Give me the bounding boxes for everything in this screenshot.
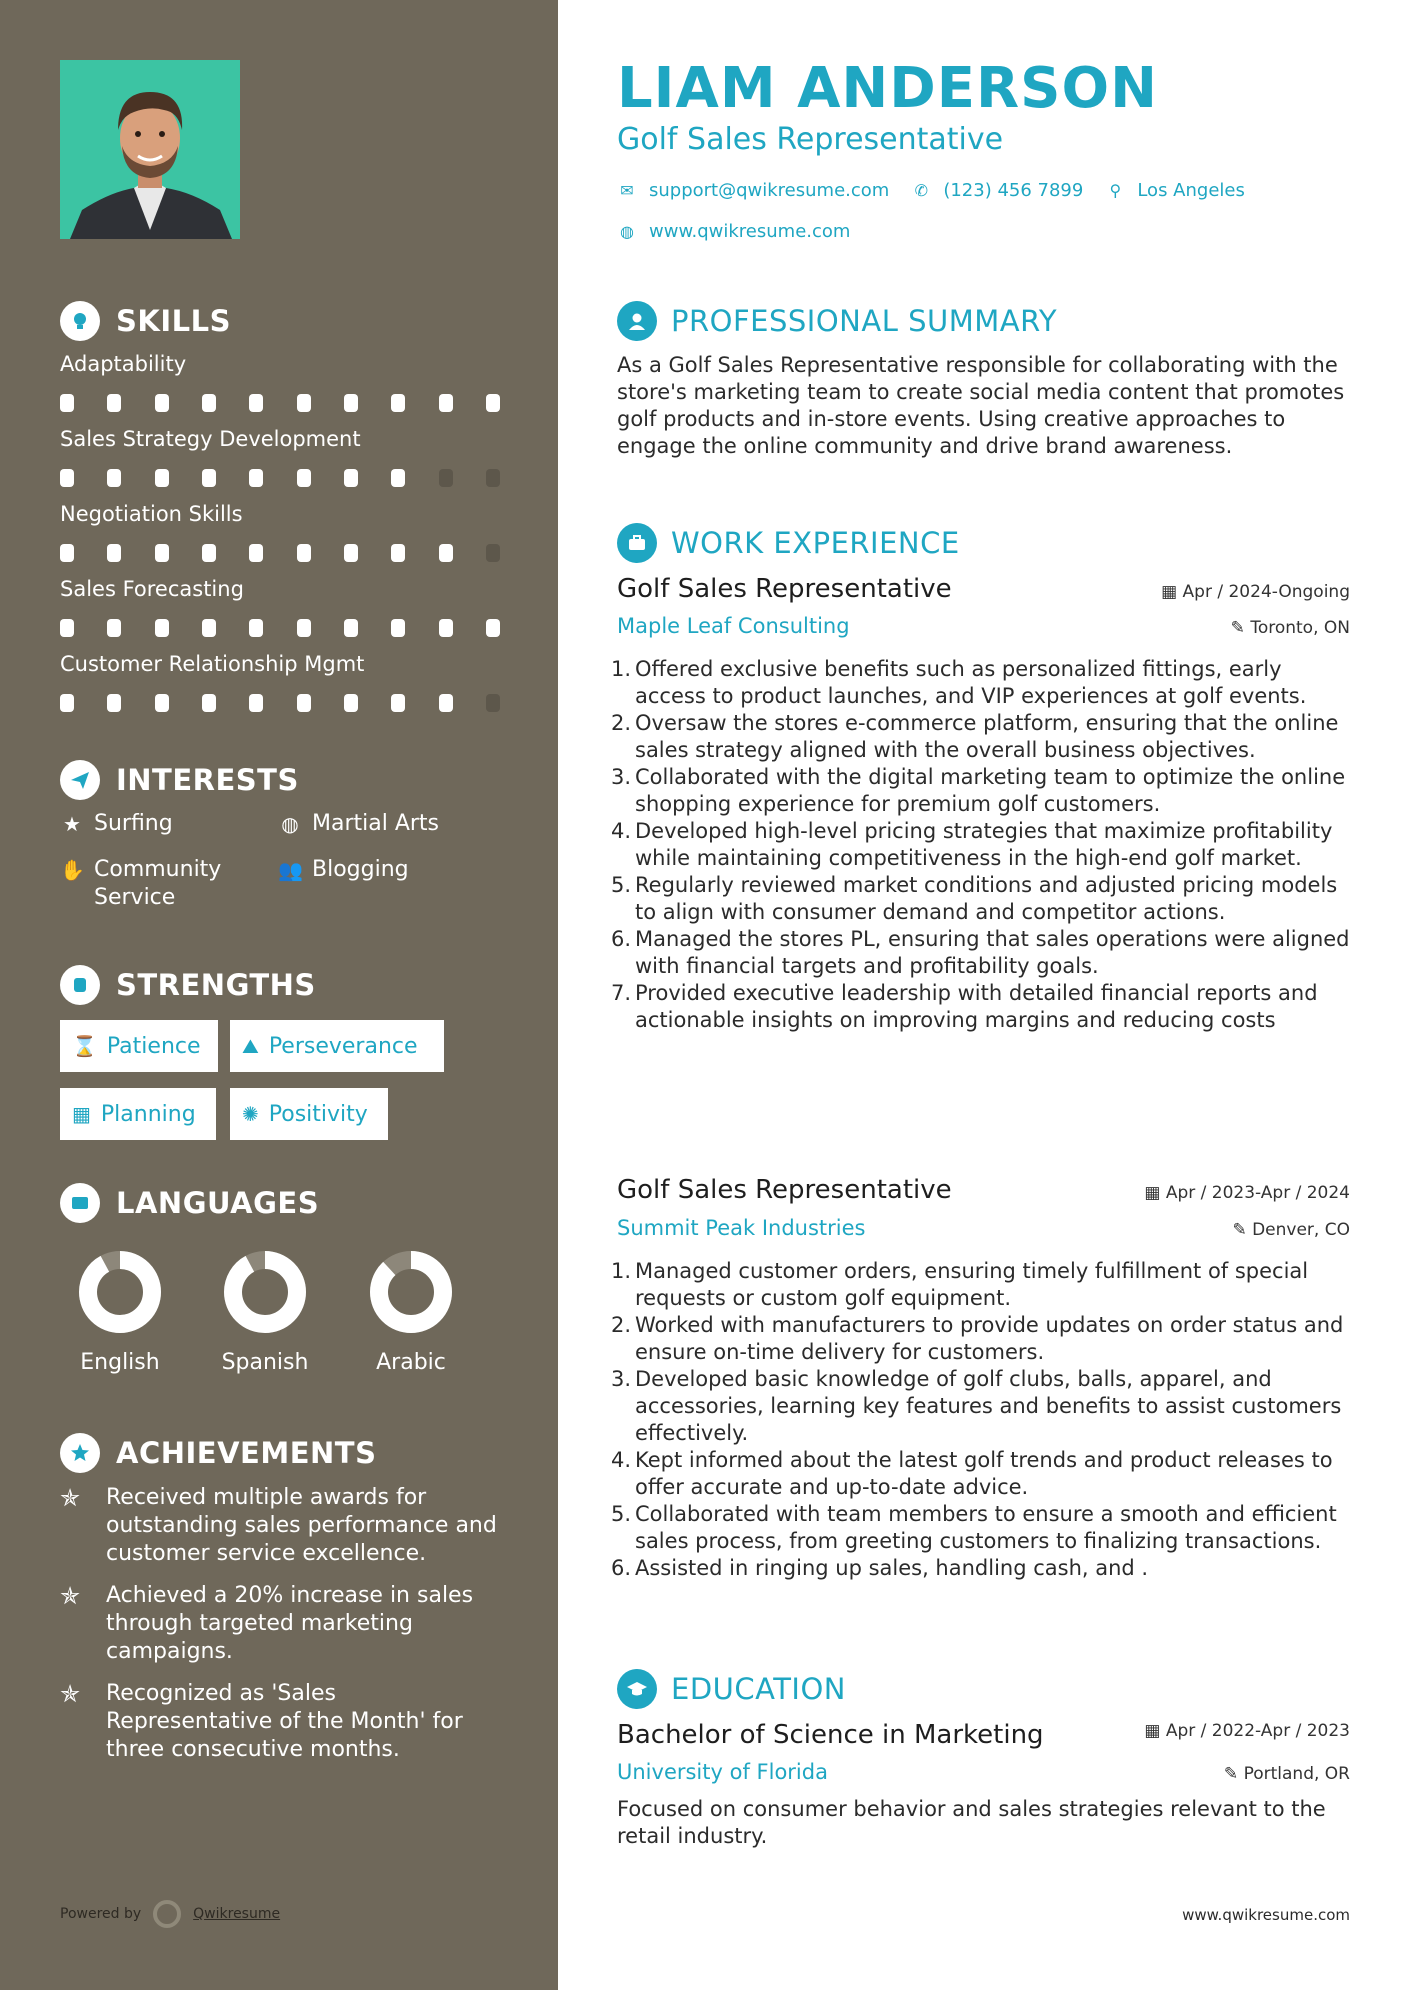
achievement-item: ✯ Achieved a 20% increase in sales through targeted marketing campaigns. xyxy=(60,1582,474,1664)
rating-dot xyxy=(344,694,358,712)
map-marker-icon: ⚲ xyxy=(1109,181,1122,200)
candidate-name: LIAM ANDERSON xyxy=(617,56,1158,121)
strength-chip: ✺ Positivity xyxy=(230,1088,388,1140)
rating-dot xyxy=(391,619,405,637)
location-text: Los Angeles xyxy=(1137,180,1245,201)
spinner-icon: ✺ xyxy=(242,1102,259,1126)
pin-icon: ✎ xyxy=(1232,1220,1253,1240)
rating-dot xyxy=(60,469,74,487)
skill-item xyxy=(60,352,500,412)
language-label: Arabic xyxy=(376,1350,446,1375)
award-icon xyxy=(60,1433,100,1473)
education-date: ▦ Apr / 2022-Apr / 2023 xyxy=(1144,1721,1350,1741)
profile-photo xyxy=(60,60,240,239)
job-date: ▦ Apr / 2023-Apr / 2024 xyxy=(1144,1183,1350,1203)
phone-icon: ✆ xyxy=(914,181,929,200)
rating-dot xyxy=(107,544,121,562)
sidebar xyxy=(0,0,558,1990)
qwikresume-logo-icon xyxy=(153,1900,181,1928)
brand-link[interactable]: Qwikresume xyxy=(193,1906,281,1922)
rating-dot xyxy=(155,619,169,637)
achievements-heading xyxy=(60,1433,376,1473)
interest-item: ★ Surfing xyxy=(60,810,173,838)
strength-chip: ⌛ Patience xyxy=(60,1020,218,1072)
rating-dot xyxy=(391,394,405,412)
rating-dot xyxy=(439,544,453,562)
candidate-role: Golf Sales Representative xyxy=(617,122,1004,157)
rating-dot xyxy=(202,469,216,487)
rating-dot xyxy=(249,544,263,562)
rating-dot xyxy=(155,694,169,712)
job-bullet: 2. Worked with manufacturers to provide updates on order status and ensure on-time delivery for customers. xyxy=(611,1313,1344,1364)
globe-icon: ◍ xyxy=(620,222,634,241)
language-icon xyxy=(60,1183,100,1223)
hand-icon: ✋ xyxy=(60,858,85,882)
rating-dot xyxy=(391,694,405,712)
achievement-item: ✯ Recognized as 'Sales Representative of the Month' for three consecutive months. xyxy=(60,1680,463,1762)
skill-item xyxy=(60,577,500,637)
star-icon: ★ xyxy=(63,812,81,836)
language-label: English xyxy=(80,1350,160,1375)
rating-dot xyxy=(439,394,453,412)
users-icon: 👥 xyxy=(278,858,303,882)
rating-dot xyxy=(202,394,216,412)
globe-icon: ◍ xyxy=(281,812,299,836)
rating-dot xyxy=(107,619,121,637)
rating-dot xyxy=(155,469,169,487)
rating-dot xyxy=(297,544,311,562)
rating-dot xyxy=(60,619,74,637)
rating-dot xyxy=(107,694,121,712)
calendar-icon: ▦ xyxy=(1144,1183,1166,1203)
envelope-icon: ✉ xyxy=(620,181,634,200)
summary-heading xyxy=(617,301,1057,341)
rating-dot xyxy=(297,394,311,412)
rating-dot xyxy=(107,469,121,487)
skill-item xyxy=(60,652,500,712)
job-bullet: 1. Offered exclusive benefits such as personalized fittings, early access to product launches, and VIP experiences at golf events. xyxy=(611,657,1307,708)
education-heading xyxy=(617,1669,846,1709)
rating-dot xyxy=(60,394,74,412)
skills-title: SKILLS xyxy=(116,304,231,338)
skill-rating xyxy=(60,394,500,412)
language-gauge xyxy=(223,1250,307,1334)
skills-heading xyxy=(60,301,231,341)
summary-title: PROFESSIONAL SUMMARY xyxy=(671,304,1058,338)
rating-dot xyxy=(60,544,74,562)
achievements-title: ACHIEVEMENTS xyxy=(116,1436,377,1470)
rating-dot xyxy=(249,469,263,487)
strength-chip: ▦ Planning xyxy=(60,1088,216,1140)
shooting-star-icon: ✯ xyxy=(60,1582,81,1610)
gauge-fill xyxy=(379,1260,443,1324)
education-location: ✎ Portland, OR xyxy=(1223,1764,1350,1784)
rating-dot xyxy=(439,469,453,487)
skill-label: Sales Strategy Development xyxy=(60,427,361,451)
email-link[interactable]: support@qwikresume.com xyxy=(649,180,890,201)
graduation-cap-icon xyxy=(617,1669,657,1709)
skill-rating xyxy=(60,469,500,487)
interests-title: INTERESTS xyxy=(116,763,299,797)
rating-dot xyxy=(202,694,216,712)
summary-text: As a Golf Sales Representative responsible for collaborating with the store's marketing team to create social media content that promotes golf products and in-store events. Using creative approaches to engage the online community and drive brand awareness. xyxy=(617,353,1345,458)
paper-plane-icon xyxy=(60,760,100,800)
job-bullet: 5. Collaborated with team members to ensure a smooth and efficient sales process, from greeting customers to finalizing transactions. xyxy=(611,1502,1337,1553)
job-bullet: 4. Kept informed about the latest golf trends and product releases to offer accurate and up-to-date advice. xyxy=(611,1448,1333,1499)
fist-icon xyxy=(60,965,100,1005)
rating-dot xyxy=(297,619,311,637)
skill-label: Sales Forecasting xyxy=(60,577,244,601)
skill-item xyxy=(60,502,500,562)
rating-dot xyxy=(439,694,453,712)
job-bullets xyxy=(611,1258,1350,1582)
rating-dot xyxy=(155,394,169,412)
rating-dot xyxy=(297,694,311,712)
rating-dot xyxy=(155,544,169,562)
hourglass-icon: ⌛ xyxy=(72,1034,97,1058)
skill-rating xyxy=(60,544,500,562)
experience-heading xyxy=(617,523,960,563)
interest-item: ✋ Community Service xyxy=(60,857,222,910)
job-date: ▦ Apr / 2024-Ongoing xyxy=(1161,582,1350,602)
job-bullet: 2. Oversaw the stores e-commerce platform, ensuring that the online sales strategy aligned with the overall business objectives. xyxy=(611,711,1339,762)
phone-text: (123) 456 7899 xyxy=(943,180,1084,201)
skill-rating xyxy=(60,694,500,712)
job-bullet: 5. Regularly reviewed market conditions and adjusted pricing models to align with consumer demand and competitor actions. xyxy=(611,873,1338,924)
rating-dot xyxy=(344,619,358,637)
education-title: EDUCATION xyxy=(671,1672,847,1706)
language-gauge xyxy=(78,1250,162,1334)
rating-dot xyxy=(344,544,358,562)
calendar-icon: ▦ xyxy=(1161,582,1183,602)
interest-item: 👥 Blogging xyxy=(278,857,409,882)
contact-row xyxy=(617,180,1245,201)
road-icon: ⛰ xyxy=(242,1034,259,1058)
job-bullet: 6. Assisted in ringing up sales, handling cash, and . xyxy=(611,1556,1149,1580)
gauge-fill xyxy=(88,1260,152,1324)
school-name: University of Florida xyxy=(617,1760,828,1784)
job-bullet: 3. Collaborated with the digital marketing team to optimize the online shopping experience for premium golf customers. xyxy=(611,765,1346,816)
gauge-fill xyxy=(233,1260,297,1324)
language-item xyxy=(50,1250,190,1375)
education-description: Focused on consumer behavior and sales strategies relevant to the retail industry. xyxy=(617,1797,1326,1848)
job-location: ✎ Denver, CO xyxy=(1232,1220,1350,1240)
skill-label: Adaptability xyxy=(60,352,187,376)
rating-dot xyxy=(60,694,74,712)
job-bullet: 6. Managed the stores PL, ensuring that sales operations were aligned with financial targets and profitability goals. xyxy=(611,927,1350,978)
rating-dot xyxy=(391,544,405,562)
job-company: Summit Peak Industries xyxy=(617,1216,866,1240)
website-link[interactable]: www.qwikresume.com xyxy=(649,221,851,242)
job-bullet: 7. Provided executive leadership with detailed financial reports and actionable insights on improving margins and reducing costs xyxy=(611,981,1318,1032)
rating-dot xyxy=(486,469,500,487)
job-bullet: 1. Managed customer orders, ensuring timely fulfillment of special requests or custom golf equipment. xyxy=(611,1259,1309,1310)
interests-heading xyxy=(60,760,299,800)
lightbulb-icon xyxy=(60,301,100,341)
strength-chip: ⛰ Perseverance xyxy=(230,1020,444,1072)
user-icon xyxy=(617,301,657,341)
skill-item xyxy=(60,427,500,487)
powered-by: Powered by Qwikresume xyxy=(60,1900,280,1928)
rating-dot xyxy=(249,694,263,712)
pin-icon: ✎ xyxy=(1223,1764,1244,1784)
rating-dot xyxy=(297,469,311,487)
rating-dot xyxy=(202,544,216,562)
rating-dot xyxy=(107,394,121,412)
skill-label: Negotiation Skills xyxy=(60,502,243,526)
rating-dot xyxy=(486,544,500,562)
job-bullets xyxy=(611,656,1350,1034)
job-title: Golf Sales Representative xyxy=(617,1175,952,1205)
calendar-icon: ▦ xyxy=(1144,1721,1166,1741)
rating-dot xyxy=(486,619,500,637)
languages-heading xyxy=(60,1183,319,1223)
pin-icon: ✎ xyxy=(1230,618,1251,638)
job-bullet: 3. Developed basic knowledge of golf clubs, balls, apparel, and accessories, learning key features and benefits to assist customers effectively. xyxy=(611,1367,1342,1445)
language-item xyxy=(195,1250,335,1375)
degree-title: Bachelor of Science in Marketing xyxy=(617,1720,1044,1750)
job-title: Golf Sales Representative xyxy=(617,574,952,604)
job-bullet: 4. Developed high-level pricing strategies that maximize profitability while maintaining competitiveness in the high-end golf market. xyxy=(611,819,1333,870)
shooting-star-icon: ✯ xyxy=(60,1680,81,1708)
job-location: ✎ Toronto, ON xyxy=(1230,618,1350,638)
rating-dot xyxy=(249,619,263,637)
interest-item: ◍ Martial Arts xyxy=(278,810,439,838)
achievement-item: ✯ Received multiple awards for outstanding sales performance and customer service excellence. xyxy=(60,1484,497,1566)
rating-dot xyxy=(486,394,500,412)
skill-label: Customer Relationship Mgmt xyxy=(60,652,365,676)
strengths-title: STRENGTHS xyxy=(116,968,316,1002)
rating-dot xyxy=(344,469,358,487)
footer-website[interactable]: www.qwikresume.com xyxy=(1182,1906,1350,1924)
language-label: Spanish xyxy=(221,1350,309,1375)
rating-dot xyxy=(249,394,263,412)
website-row xyxy=(617,221,850,242)
skill-rating xyxy=(60,619,500,637)
languages-title: LANGUAGES xyxy=(116,1186,320,1220)
calendar-icon: ▦ xyxy=(72,1102,91,1126)
rating-dot xyxy=(439,619,453,637)
rating-dot xyxy=(486,694,500,712)
rating-dot xyxy=(344,394,358,412)
language-item xyxy=(341,1250,481,1375)
rating-dot xyxy=(391,469,405,487)
shooting-star-icon: ✯ xyxy=(60,1484,81,1512)
experience-title: WORK EXPERIENCE xyxy=(671,526,960,560)
language-gauge xyxy=(369,1250,453,1334)
job-company: Maple Leaf Consulting xyxy=(617,614,850,638)
briefcase-icon xyxy=(617,523,657,563)
strengths-heading xyxy=(60,965,316,1005)
rating-dot xyxy=(202,619,216,637)
